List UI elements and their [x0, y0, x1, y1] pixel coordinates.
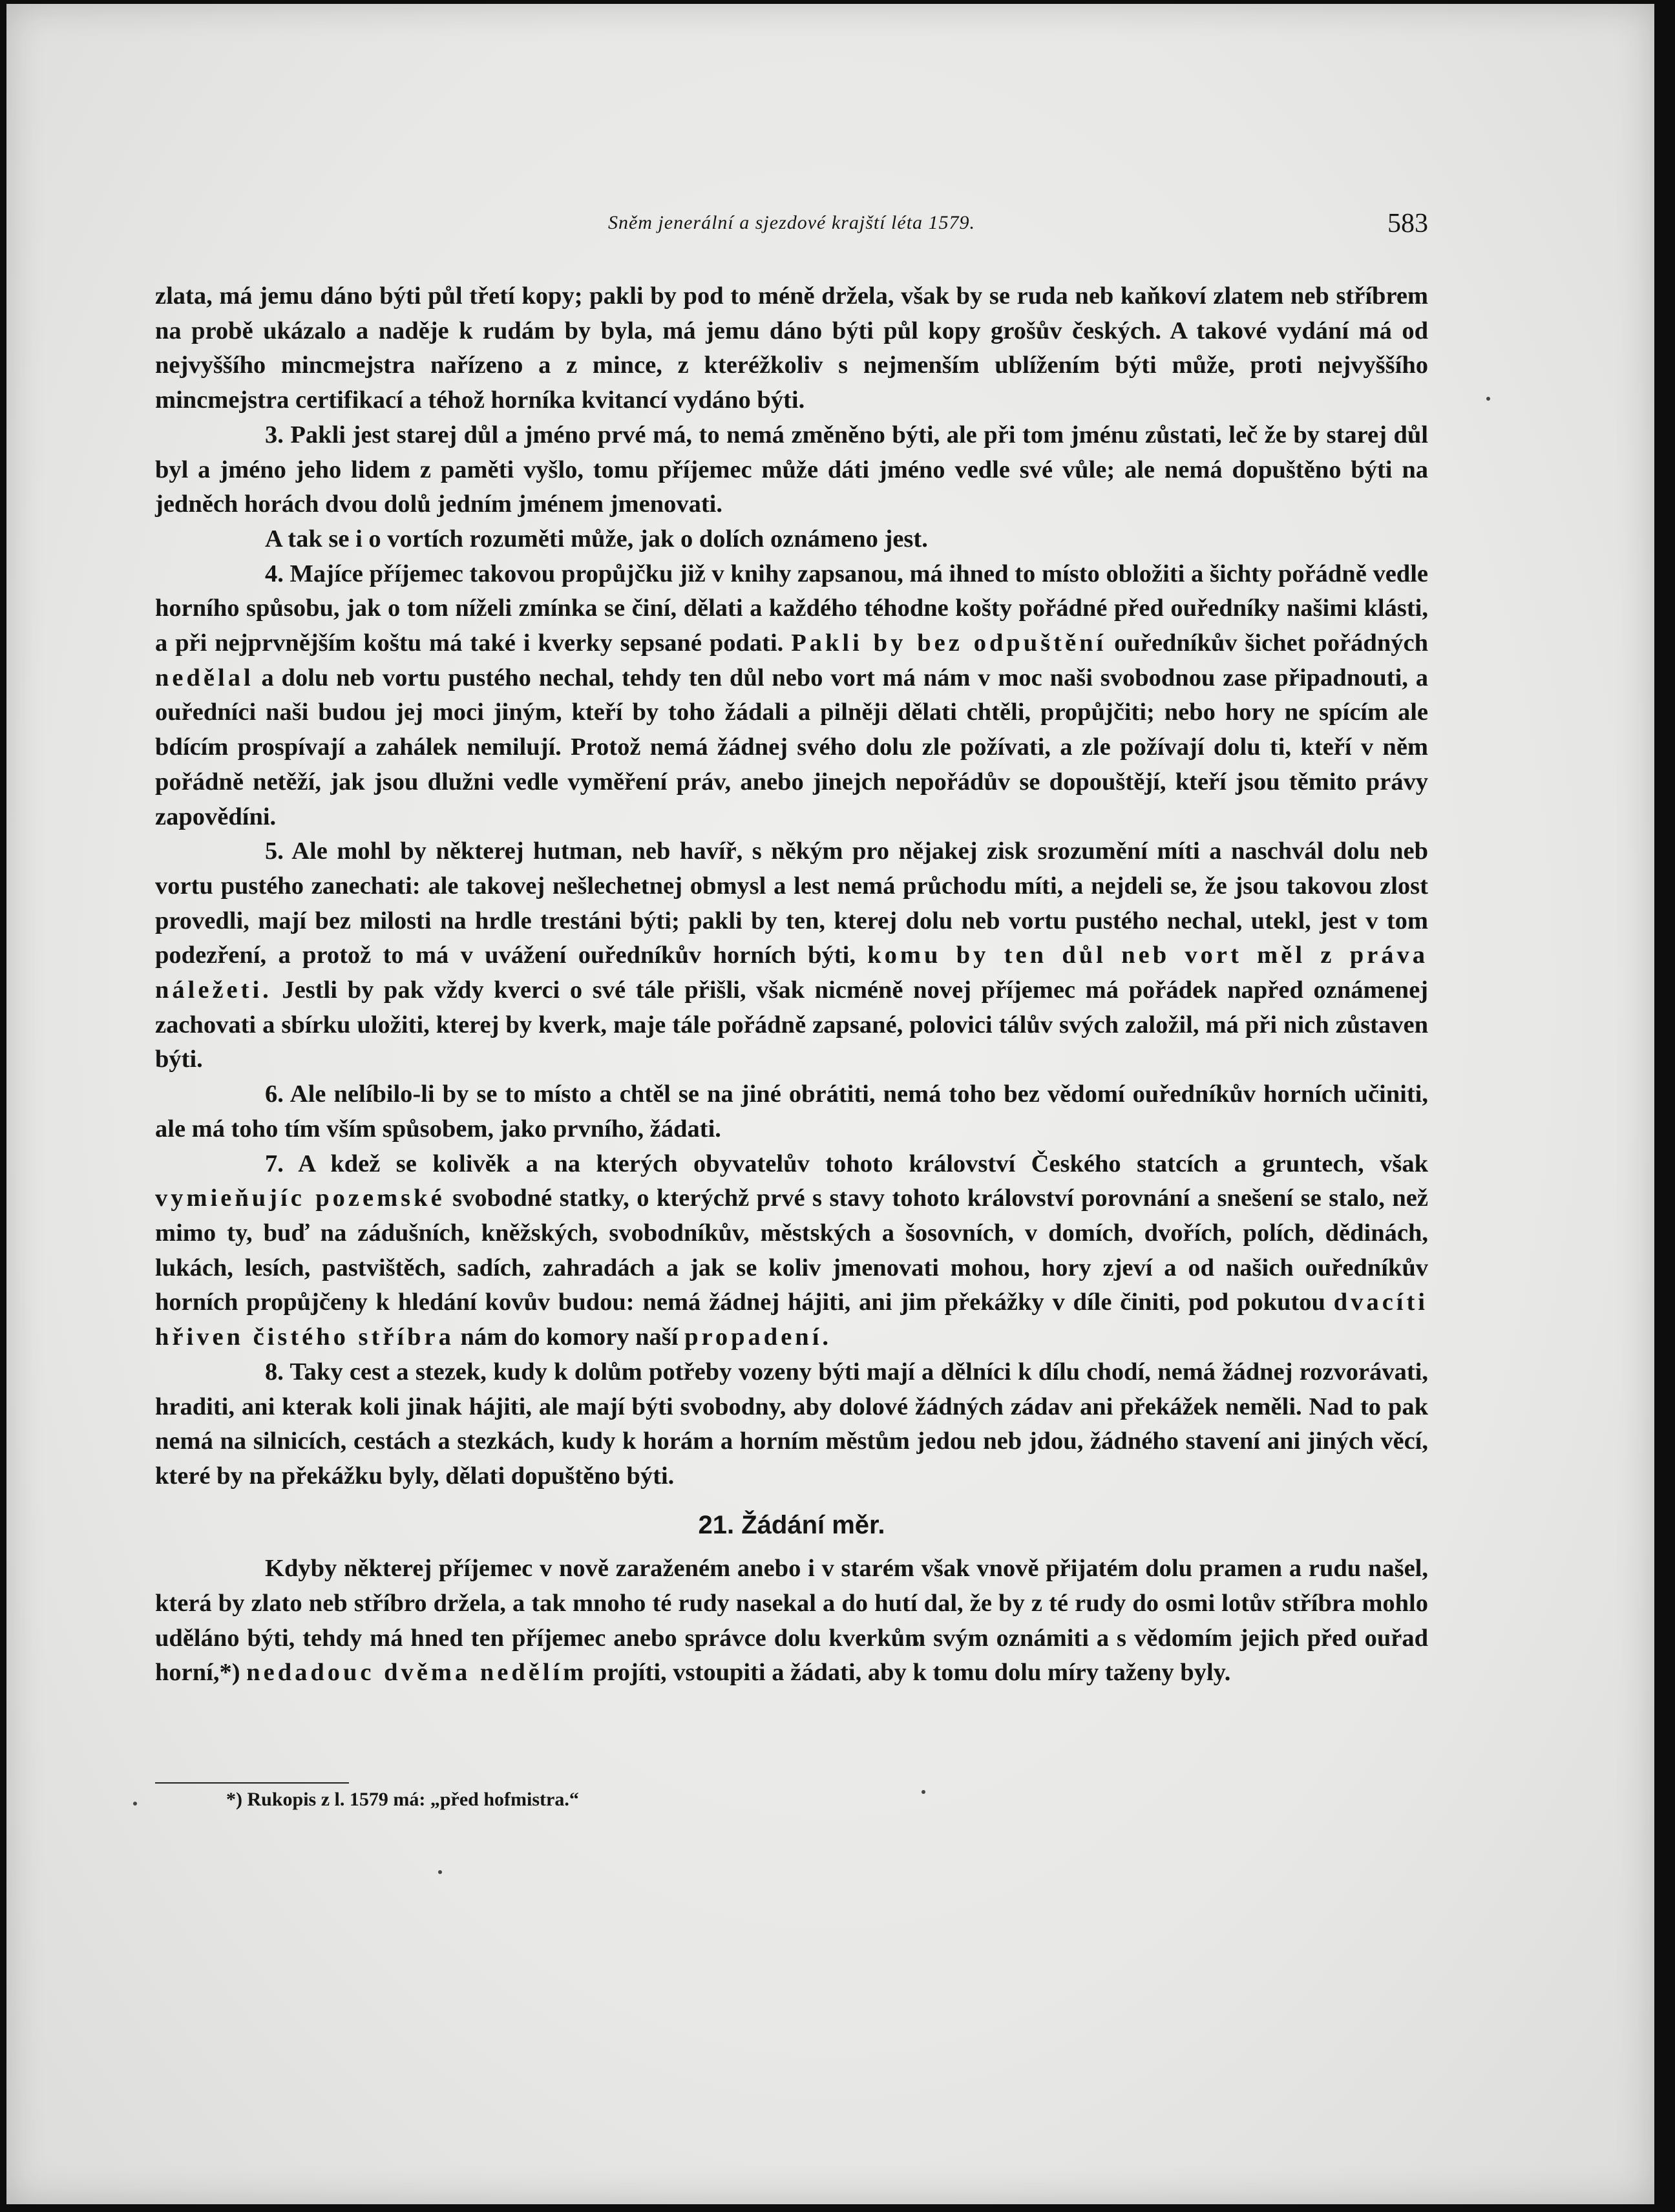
text-run: .	[822, 1323, 829, 1351]
section-heading: 21. Žádání měr.	[698, 1510, 885, 1539]
running-title: Sněm jenerální a sjezdové krajští léta 1579.	[607, 212, 976, 233]
footnote: *) Rukopis z l. 1579 má: „před hofmistra.“	[226, 1789, 579, 1810]
scan-speck	[133, 1802, 137, 1806]
spaced-emphasis: dvacíti hřiven čistého stříbra	[155, 1289, 1428, 1351]
spaced-emphasis: propadení	[684, 1323, 823, 1351]
footnote-rule	[155, 1782, 349, 1784]
paragraph	[155, 557, 1428, 835]
paragraph: zlata, má jemu dáno býti půl třetí kopy; pakli by pod to méně držela, však by se ruda neb kaňkoví zlatem neb stříbrem na probě ukázalo a naděje k rudám by byla, má jemu dáno býti půl kopy grošův českých. A takové vydání má od nejvyššího mincmejstra nařízeno a z mince, z kteréžkoliv s nejmenším ublížením býti může, proti nejvyššího mincmejstra certifikací a téhož horníka kvitancí vydáno býti.	[155, 282, 1428, 414]
text-run: 5. Ale mohl by některej hutman, neb havíř, s někým pro nějakej zisk srozumění míti a naschvál dolu neb vortu pustého zanechati: ale takovej nešlechetnej obmysl a lest nemá průchodu míti, a nejdeli se, že jsou takovou zlost provedli, mají bez milosti na hrdle trestáni býti; pakli by ten, kterej dolu neb vortu pustého nechal, utekl, jest v tom podezření, a protož to má v uvážení ouředníkův horních býti,	[155, 837, 1428, 969]
text-run: 4. Majíce příjemec takovou propůjčku již v knihy zapsanou, má ihned to místo obložiti a šichty pořádně vedle horního spůsobu, jak o tom níželi zmínka se činí, dělati a každého téhodne košty pořádné před ouředníky našimi klásti, a při nejprvnějším koštu má také i kverky sepsané podati.	[155, 560, 1428, 657]
text-run: Jestli by pak vždy kverci o své tále přišli, však nicméně novej příjemec má pořádek napřed oznámenej zachovati a sbírku uložiti, kterej by kverk, maje tále pořádně zapsané, polovici tálův svých založil, má při nich zůstaven býti.	[155, 976, 1428, 1073]
spaced-emphasis: Pakli by bez odpuštění	[791, 629, 1107, 657]
paragraph: 8. Taky cest a stezek, kudy k dolům potřeby vozeny býti mají a dělníci k dílu chodí, nemá žádnej rozvorávati, hraditi, ani kterak koli jinak hájiti, ale mají býti svobodny, aby dolové žádných zádav ani překážek neměli. Nad to pak nemá na silnicích, cestách a stezkách, kudy k horám a horním městům jedou neb jdou, žádného stavení ani jiných věcí, které by na překážku byly, dělati dopuštěno býti.	[155, 1358, 1428, 1490]
paragraph: 6. Ale nelíbilo-li by se to místo a chtěl se na jiné obrátiti, nemá toho bez vědomí ouředníkův horních učiniti, ale má toho tím vším spůsobem, jako prvního, žádati.	[155, 1080, 1428, 1143]
paragraph	[155, 1147, 1428, 1355]
body-text	[155, 279, 1428, 1691]
paragraph	[155, 834, 1428, 1077]
spaced-emphasis: komu by ten důl neb vort měl z práva náležeti.	[155, 942, 1428, 1004]
page-number: 583	[1387, 209, 1428, 238]
text-run: svobodné statky, o kterýchž prvé s stavy tohoto království porovnání a snešení se stalo, než mimo ty, buď na zádušních, kněžských, svobodníkův, městských a šosovních, v domích, dvořích, polích, dědinách, lukách, lesích, pastvištěch, sadích, zahradách a jak se koliv jmenovati mohou, hory zjeví a od našich ouředníkův horních propůjčeny k hledání kovův budou: nemá žádnej hájiti, ani jim překážky v díle činiti, pod pokutou	[155, 1185, 1428, 1316]
paragraph	[155, 1552, 1428, 1691]
text-run: projíti, vstoupiti a žádati, aby k tomu dolu míry taženy byly.	[587, 1659, 1231, 1687]
scan-speck	[438, 1870, 442, 1874]
paragraph: 3. Pakli jest starej důl a jméno prvé má, to nemá změněno býti, ale při tom jménu zůstati, leč že by starej důl byl a jméno jeho lidem z paměti vyšlo, tomu příjemec může dáti jméno vedle své vůle; ale nemá dopuštěno býti na jedněch horách dvou dolů jedním jménem jmenovati.	[155, 421, 1428, 518]
text-run: nám do komory naší	[454, 1323, 685, 1351]
text-run: 7. A kdež se kolivěk a na kterých obyvatelův tohoto království Českého statcích a gruntech, však	[265, 1150, 1428, 1177]
paragraph: A tak se i o vortích rozuměti může, jak o dolích oznámeno jest.	[265, 525, 928, 553]
spaced-emphasis: nedadouc dvěma nedělím	[246, 1659, 587, 1687]
scan-speck	[922, 1790, 925, 1794]
text-run: a dolu neb vortu pustého nechal, tehdy ten důl nebo vort má nám v moc naši svobodnou zase připadnouti, a ouředníci naši budou jej moci jiným, kteří by toho žádali a pilněji dělati chtěli, propůjčiti; nebo hory ne spícím ale bdícím prospívají a zahálek nemilují. Protož nemá žádnej svého dolu zle požívati, a zle požívají dolu ti, kteří v něm pořádně netěží, jak jsou dlužni vedle vyměření práv, anebo jinejch nepořádův se dopouštějí, kteří jsou těmito právy zapovědíni.	[155, 664, 1428, 830]
spaced-emphasis: nedělal	[155, 664, 254, 691]
page-header	[155, 208, 1428, 247]
spaced-emphasis: vymieňujíc pozemské	[155, 1185, 445, 1212]
text-run: ouředníkův šichet pořádných	[1106, 629, 1428, 657]
scan-speck	[1486, 397, 1490, 401]
text-run: Kdyby některej příjemec v nově zaraženém anebo i v starém však vnově přijatém dolu pramen a rudu našel, která by zlato neb stříbro držela, a tak mnoho té rudy nasekal a do hutí dal, že by z té rudy do osmi lotův stříbra mohlo uděláno býti, tehdy má hned ten příjemec anebo správce dolu kverkům svým oznámiti a s vědomím jejich před ouřad horní,*)	[155, 1555, 1428, 1687]
